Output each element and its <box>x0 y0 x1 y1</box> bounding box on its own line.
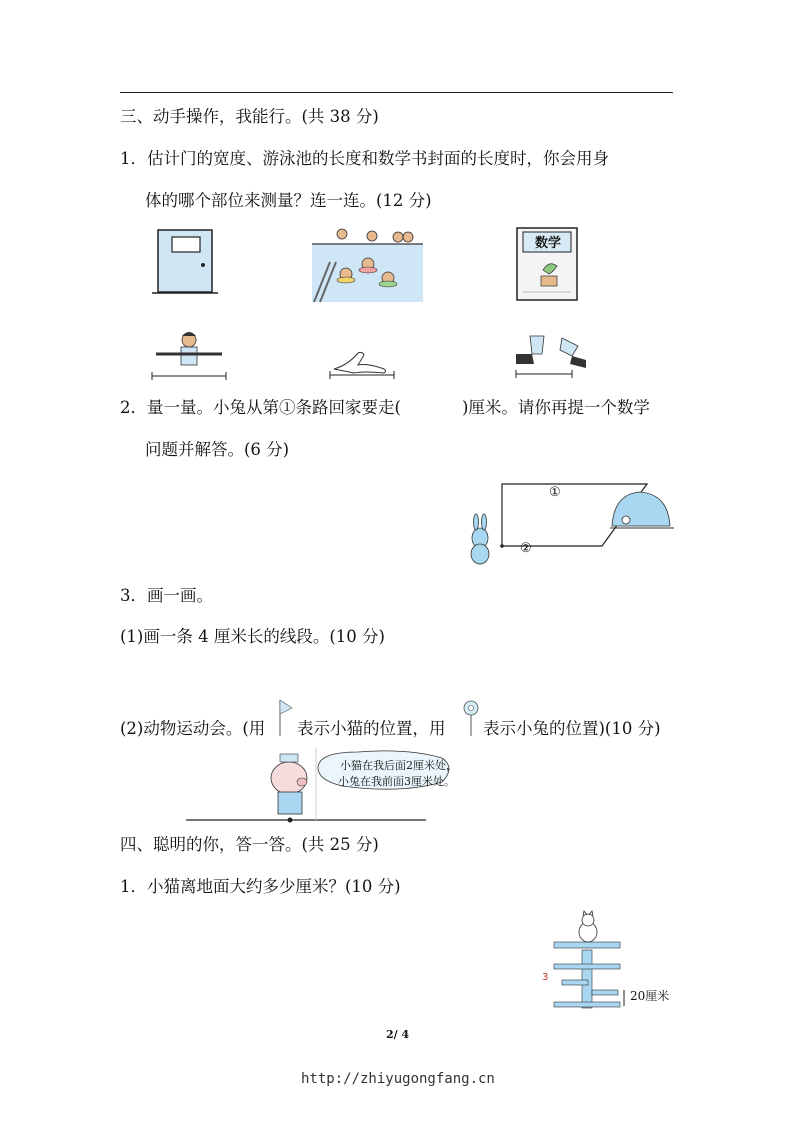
math-book-title: 数学 <box>534 236 561 251</box>
q3-sub1: (1)画一条 4 厘米长的线段。(10 分) <box>120 627 385 646</box>
q2-line1-part1: 2．量一量。小兔从第①条路回家要走( <box>120 398 401 417</box>
page-number: 2/ 4 <box>386 1028 410 1041</box>
section3-heading: 三、动手操作，我能行。(共 38 分) <box>120 107 379 126</box>
swimming-pool-picture <box>310 222 425 304</box>
shelf-number: 3 <box>542 972 549 983</box>
q2-line1-part2: )厘米。请你再提一个数学 <box>462 398 650 417</box>
door-picture <box>150 226 220 296</box>
arm-span-picture <box>148 330 230 380</box>
speech-line-2: 小兔在我前面3厘米处。 <box>338 775 455 788</box>
speech-line-1: 小猫在我后面2厘米处， <box>340 759 457 772</box>
q1-line2: 体的哪个部位来测量？连一连。(12 分) <box>145 191 432 210</box>
measure-label: 20厘米 <box>630 989 670 1003</box>
q3-sub2-part2: 表示小猫的位置，用 <box>297 719 446 738</box>
q3-sub2-part3: 表示小兔的位置)(10 分) <box>483 719 661 738</box>
footer-url[interactable]: http://zhiyugongfang.cn <box>301 1071 495 1087</box>
step-picture <box>510 330 595 380</box>
q1-line1: 1．估计门的宽度、游泳池的长度和数学书封面的长度时，你会用身 <box>120 149 609 168</box>
q3-title: 3．画一画。 <box>120 586 213 605</box>
flag-icon <box>277 698 295 738</box>
rabbit-path-diagram <box>462 478 677 570</box>
path-label-1: ① <box>549 485 561 500</box>
s4-q1-text: 1．小猫离地面大约多少厘米？(10 分) <box>120 877 401 896</box>
hand-span-picture <box>328 345 398 381</box>
cat-shelf-picture <box>548 910 628 1010</box>
q3-sub2-part1: (2)动物运动会。(用 <box>120 719 266 738</box>
q2-line2: 问题并解答。(6 分) <box>145 440 290 459</box>
section4-heading: 四、聪明的你，答一答。(共 25 分) <box>120 835 379 854</box>
path-label-2: ② <box>520 541 532 556</box>
header-rule <box>120 92 673 93</box>
flower-icon <box>461 698 481 738</box>
